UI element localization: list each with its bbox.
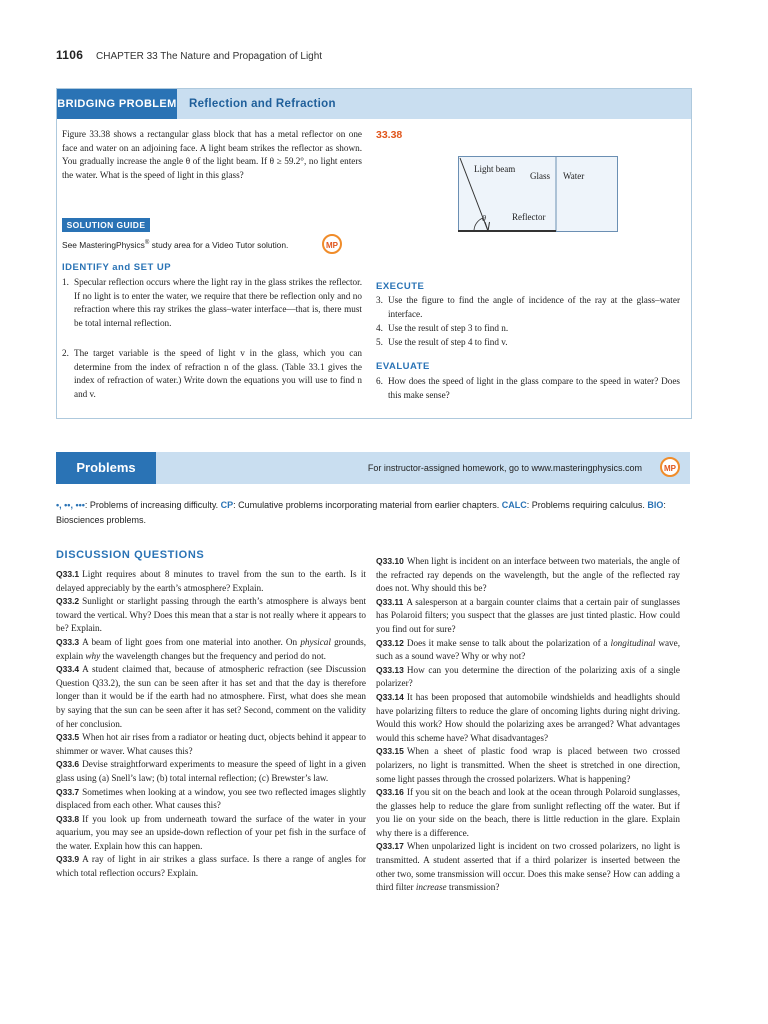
questions-column-left: [56, 568, 366, 881]
problems-header-bar: [56, 452, 690, 484]
chapter-title: CHAPTER 33 The Nature and Propagation of Light: [96, 51, 323, 62]
solution-guide-line: [62, 240, 288, 250]
solution-guide-suffix: study area for a Video Tutor solution.: [149, 240, 289, 250]
bridging-problem-statement: Figure 33.38 shows a rectangular glass block that has a metal reflector on one face and water on an adjoining face. A light beam strikes the reflector as shown. You gradually increase the angle θ of the light beam. If θ ≥ 59.2°, no light enters the water. What is the speed of light in this glass?: [62, 129, 362, 180]
water-label: Water: [563, 171, 585, 181]
question-item: Q33.1 Light requires about 8 minutes to travel from the sun to the earth. Is it delayed appreciably by the earth’s atmosphere? Explain.: [56, 569, 366, 593]
difficulty-dots: •, ••, •••: [56, 500, 85, 510]
bridging-problem-header: [57, 89, 691, 119]
step-1: 1. Specular reflection occurs where the light ray in the glass strikes the reflector. If no light is to enter the water, we require that there be reflection only and no refraction where this ray strikes the glass–water interface—that is, there must be total internal reflection.: [62, 277, 362, 328]
step-4: 4. Use the result of step 3 to find n.: [376, 323, 509, 333]
mastering-physics-icon[interactable]: MP: [322, 234, 342, 254]
light-beam-label: Light beam: [474, 164, 516, 174]
solution-guide-tag: SOLUTION GUIDE: [62, 218, 150, 232]
problems-tag: Problems: [56, 452, 156, 484]
question-item: Q33.6 Devise straightforward experiments to measure the speed of light in a given glass using (a) Snell’s law; (b) total internal reflection; (c) Brewster’s law.: [56, 759, 366, 783]
evaluate-heading: EVALUATE: [376, 361, 430, 372]
mastering-physics-icon[interactable]: MP: [660, 457, 680, 477]
bridging-problem-title: Reflection and Refraction: [189, 98, 336, 110]
running-head: [56, 48, 322, 62]
question-item: Q33.2 Sunlight or starlight passing through the earth’s atmosphere is always bent toward the vertical. Why? Does this mean that a star is not really where it appears to be? Explain.: [56, 596, 366, 634]
cp-label: CP: [220, 500, 234, 510]
discussion-questions-heading: DISCUSSION QUESTIONS: [56, 549, 205, 561]
homework-note: For instructor-assigned homework, go to www.masteringphysics.com: [367, 463, 642, 473]
step-3: 3. Use the figure to find the angle of incidence of the ray at the glass–water interface.: [376, 295, 680, 319]
bridging-problem-tag: BRIDGING PROBLEM: [57, 89, 177, 119]
question-item: Q33.15 When a sheet of plastic food wrap is placed between two crossed polarizers, no light is transmitted. When the sheet is stretched in one direction, some light passes through the crossed polarizers. What is happening?: [376, 746, 680, 784]
registered-mark: ®: [144, 240, 150, 247]
question-item: Q33.9 A ray of light in air strikes a glass surface. Is there a range of angles for which total reflection occurs? Explain.: [56, 854, 366, 879]
bio-label: BIO: [647, 500, 664, 510]
figure-number: 33.38: [376, 129, 403, 141]
question-item: Q33.7 Sometimes when looking at a window, you see two reflected images slightly displaced from each other. What causes this?: [56, 786, 366, 811]
calc-label: CALC: [501, 500, 527, 510]
glass-block-figure: [458, 156, 618, 232]
step-2: 2. The target variable is the speed of light v in the glass, which you can determine from the index of refraction n of the glass. (Table 33.1 gives the index of refraction of water.) Write down the equations you will use to find n and v.: [62, 348, 362, 399]
question-item: Q33.8 If you look up from underneath toward the surface of the water in your aquarium, you may see an upside-down reflection of your pet fish in the surface of the water. Explain how this can happen.: [56, 813, 366, 851]
step-5: 5. Use the result of step 4 to find v.: [376, 337, 508, 347]
question-item: Q33.14 It has been proposed that automobile windshields and headlights should have polarizing filters to reduce the glare of oncoming lights during night driving. Would this work? How should the polarizing axes be arranged? What advantages would this scheme have? What disadvantages?: [376, 691, 680, 743]
question-item: Q33.10 When light is incident on an interface between two materials, the angle of the refracted ray depends on the wavelength, but the angle of the reflected ray does not. Why should this be?: [376, 556, 680, 594]
reflector-label: Reflector: [512, 212, 546, 222]
glass-label: Glass: [530, 171, 550, 181]
question-item: Q33.16 If you sit on the beach and look at the ocean through Polaroid sunglasses, the glasses help to reduce the glare from sunlight reflecting off the water. But if you lie on your side on the beach, there is little reduction in the glare. Explain why there is a difference.: [376, 787, 680, 838]
page-number: 1106: [56, 48, 84, 62]
questions-column-right: [376, 555, 680, 895]
difficulty-legend: •, ••, •••: Problems of increasing difficulty. CP: Cumulative problems incorporating material from earlier chapters. CALC: Problems requiring calculus. BIO: Biosciences problems.: [56, 500, 666, 525]
question-item: Q33.13 How can you determine the direction of the polarizing axis of a single polarizer?: [376, 664, 680, 689]
question-item: Q33.11 A salesperson at a bargain counter claims that a certain pair of sunglasses has Polaroid filters; you suspect that the glasses are just tinted plastic. How could you find out for sure?: [376, 596, 680, 634]
question-item: Q33.4 A student claimed that, because of atmospheric refraction (see Discussion Question Q33.2), the sun can be seen after it has set and that the day is therefore longer than it would be if the earth had no atmosphere. First, what does she mean by saying that the sun can be seen after it has set? Second, comment on the validity of her conclusion.: [56, 664, 366, 729]
identify-heading: IDENTIFY and SET UP: [62, 262, 172, 273]
question-item: Q33.17 When unpolarized light is incident on two crossed polarizers, no light is transmitted. A student asserted that if a third polarizer is inserted between the other two, some transmission will occur. Does this make sense? How can adding a third filter increase transmission?: [376, 841, 680, 893]
theta-label: θ: [482, 214, 486, 223]
step-6: 6. How does the speed of light in the glass compare to the speed in water? Does this make sense?: [376, 376, 680, 400]
question-item: Q33.3 A beam of light goes from one material into another. On physical grounds, explain why the wavelength changes but the frequency and period do not.: [56, 636, 366, 661]
question-item: Q33.12 Does it make sense to talk about the polarization of a longitudinal wave, such as a sound wave? Why or why not?: [376, 637, 680, 662]
execute-heading: EXECUTE: [376, 281, 425, 292]
solution-guide-prefix: See MasteringPhysics: [62, 240, 145, 250]
question-item: Q33.5 When hot air rises from a radiator or heating duct, objects behind it appear to shimmer or waver. What causes this?: [56, 732, 366, 756]
